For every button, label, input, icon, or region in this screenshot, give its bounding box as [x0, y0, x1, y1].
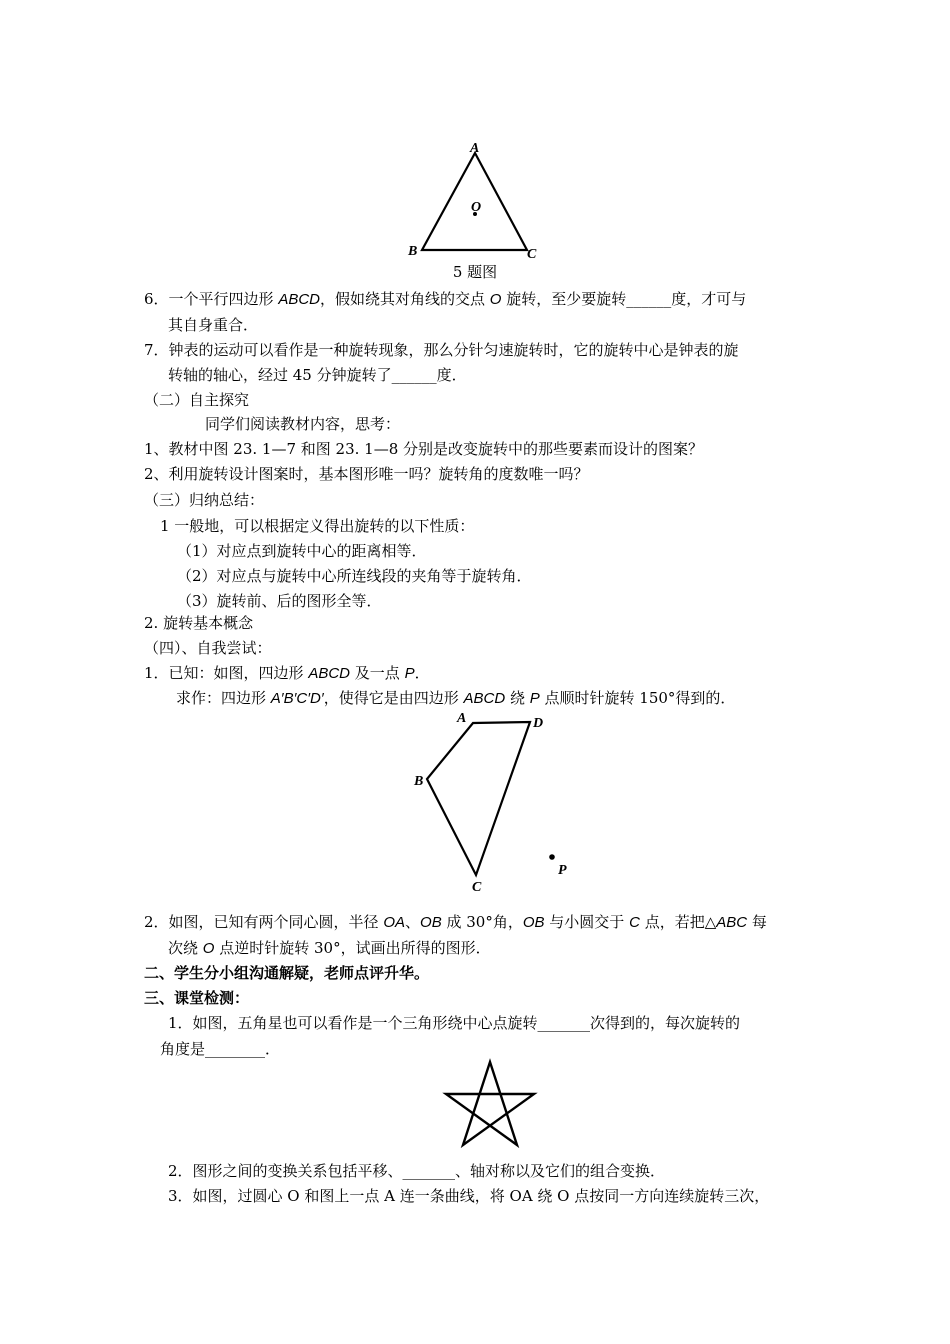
- question-number: 1．: [144, 664, 169, 682]
- triangle-figure: [400, 140, 550, 265]
- text: ，使得它是由四边形: [323, 689, 464, 707]
- section-4-question-2-line-1: [144, 912, 767, 932]
- text: 成 30°角，: [441, 913, 523, 931]
- math-term: ABCD: [463, 690, 506, 707]
- text: ．: [414, 664, 430, 682]
- section-2-question-2: 2、利用旋转设计图案时，基本图形唯一吗？旋转角的度数唯一吗？: [144, 465, 589, 483]
- text: 点顺时针旋转 150°得到的．: [539, 689, 736, 707]
- figure-caption: 5 题图: [452, 263, 498, 281]
- text: 、: [405, 913, 421, 931]
- math-term: OB: [420, 914, 442, 931]
- point-p: [549, 854, 555, 860]
- part-3-question-1-line-1: 1．如图，五角星也可以看作是一个三角形绕中心点旋转_______次得到的，每次旋转的: [168, 1014, 741, 1032]
- vertex-label-b: B: [408, 244, 418, 259]
- math-term: ABCD: [308, 665, 351, 682]
- question-number: 7．: [144, 341, 169, 359]
- part-3-question-3: 3．如图，过圆心 O 和图上一点 A 连一条曲线，将 OA 绕 O 点按同一方向连续旋转三次，: [168, 1187, 770, 1205]
- text: 如图，已知有两个同心圆，半径: [168, 913, 384, 931]
- part-2-title: 二、学生分小组沟通解疑，老师点评升华。: [144, 964, 430, 982]
- text: 次绕: [168, 939, 203, 957]
- point-label-p: P: [558, 863, 567, 878]
- part-3-title: 三、课堂检测：: [144, 989, 250, 1007]
- pentagram: [446, 1062, 534, 1145]
- math-term: P: [404, 665, 415, 682]
- text: 绕: [505, 689, 530, 707]
- math-term: P: [529, 690, 540, 707]
- vertex-label-d: D: [533, 716, 544, 731]
- question-7-line-1: [144, 340, 739, 360]
- math-term: O: [202, 940, 215, 957]
- section-2-intro: 同学们阅读教材内容，思考：: [205, 415, 401, 433]
- text: ，假如绕其对角线的交点: [320, 290, 490, 308]
- math-term: OB: [522, 914, 545, 931]
- text: 点逆时针旋转 30°，试画出所得的图形．: [214, 939, 491, 957]
- quadrilateral-figure: [405, 705, 585, 900]
- question-number: 6．: [144, 290, 169, 308]
- part-3-question-1-line-2: 角度是________．: [160, 1040, 281, 1058]
- text: 钟表的运动可以看作是一种旋转现象，那么分针匀速旋转时，它的旋转中心是钟表的旋: [168, 341, 739, 359]
- question-7-line-2: 转轴的轴心，经过 45 分钟旋转了______度．: [168, 366, 467, 384]
- math-term: ABCD: [278, 291, 321, 308]
- vertex-label-c: C: [472, 880, 482, 895]
- math-term: A′B′C′D′: [270, 690, 324, 707]
- text: 一个平行四边形: [168, 290, 279, 308]
- section-4-question-1: [144, 663, 430, 683]
- text: 与小圆交于: [544, 913, 630, 931]
- section-3-title: （三）归纳总结：: [144, 491, 265, 509]
- section-3-item-2: 2. 旋转基本概念: [144, 614, 254, 632]
- vertex-label-a: A: [470, 141, 480, 156]
- question-number: 2．: [144, 913, 169, 931]
- property-3: （3）旋转前、后的图形全等．: [177, 592, 382, 610]
- text: 求作：四边形: [176, 689, 271, 707]
- question-6-line-2: 其自身重合．: [168, 316, 259, 334]
- center-label-o: O: [471, 200, 482, 215]
- math-term: O: [489, 291, 502, 308]
- math-term: C: [629, 914, 640, 931]
- section-4-question-2-line-2: [168, 938, 491, 958]
- part-3-question-2: 2．图形之间的变换关系包括平移、_______、轴对称以及它们的组合变换．: [168, 1162, 666, 1180]
- vertex-label-c: C: [527, 247, 537, 262]
- property-1: （1）对应点到旋转中心的距离相等．: [177, 542, 427, 560]
- text: 点，若把△: [639, 913, 717, 931]
- section-2-title: （二）自主探究: [144, 391, 250, 409]
- text: 每: [747, 913, 767, 931]
- section-4-title: （四）、自我尝试：: [144, 639, 272, 657]
- text: 已知：如图，四边形: [168, 664, 309, 682]
- text: 旋转，至少要旋转______度，才可与: [501, 290, 747, 308]
- star-figure: [440, 1057, 540, 1152]
- section-2-question-1: 1、教材中图 23. 1—7 和图 23. 1—8 分别是改变旋转中的那些要素而设计的图案？: [144, 440, 704, 458]
- math-term: OA: [383, 914, 406, 931]
- quadrilateral-abcd: [427, 722, 530, 875]
- question-6-line-1: [144, 289, 746, 309]
- section-3-item-1: 1 一般地，可以根据定义得出旋转的以下性质：: [160, 517, 475, 535]
- math-term: ABC: [716, 914, 748, 931]
- vertex-label-a: A: [457, 711, 467, 726]
- vertex-label-b: B: [414, 774, 424, 789]
- property-2: （2）对应点与旋转中心所连线段的夹角等于旋转角．: [177, 567, 532, 585]
- text: 及一点: [350, 664, 405, 682]
